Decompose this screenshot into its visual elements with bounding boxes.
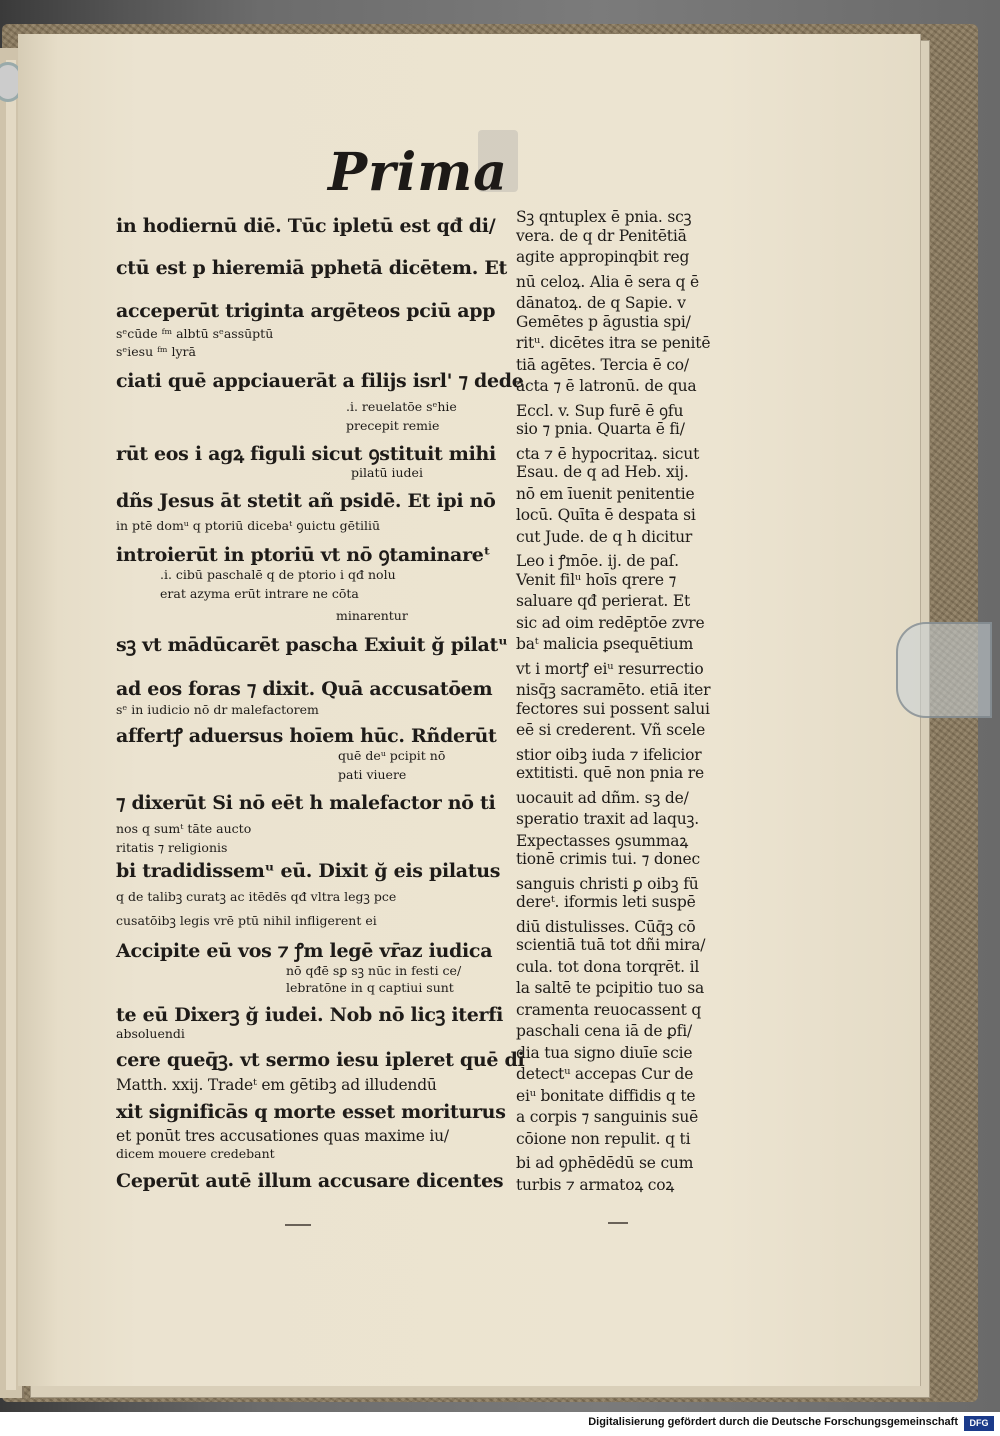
right-text-line: fectores sui possent salui <box>516 699 710 718</box>
right-text-line: cula. tot dona torqrēt. il <box>516 957 700 976</box>
right-text-line: dereᵗ. iformis leti suspē <box>516 893 696 911</box>
left-text-line: te eū Dixerꝫ ğ iudei. Nob nō licꝫ iterfi <box>116 1004 504 1026</box>
left-text-line: cusatōibꝫ legis vrē ptū nihil infligerent ei <box>116 913 377 928</box>
right-text-line: a corpis ⁊ sanguinis suē <box>516 1108 699 1126</box>
right-text-line: tiā agētes. Tercia ē co/ <box>516 355 689 374</box>
page-dash-mark <box>285 1224 311 1226</box>
left-text-line: erat azyma erūt intrare ne cōta <box>160 586 359 601</box>
right-text-line: Eccl. v. Sup furē ē ꝯfu <box>516 401 684 420</box>
left-text-line: absoluendi <box>116 1026 185 1041</box>
right-text-line: vt i mortꝭ eiᵘ resurrectio <box>516 659 704 678</box>
right-text-line: extitisti. quē non pnia re <box>516 764 704 782</box>
right-text-line: la saltē te pcipitio tuo sa <box>516 979 705 997</box>
right-text-line: uocauit ad dñm. sꝫ de/ <box>516 788 689 807</box>
left-text-line: sᵉiesu ᶠᵐ lyrā <box>116 344 196 359</box>
left-text-line: introierūt in ptoriū vt nō ꝯtaminareᵗ <box>116 544 491 566</box>
left-text-line: dicem mouere credebant <box>116 1146 275 1161</box>
right-text-line: diū distulisses. Cūq̄ꝫ cō <box>516 917 696 936</box>
left-text-line: xit significās q morte esset moriturus <box>116 1101 506 1123</box>
left-text-line: Matth. xxij. Tradeᵗ em gētibꝫ ad illudendū <box>116 1076 437 1094</box>
left-text-line: .i. cibū paschalē q de ptorio i qđ nolu <box>160 567 396 582</box>
left-text-line: cere queq̄ꝫ. vt sermo iesu ipleret quē di <box>116 1049 525 1071</box>
funding-note: Digitalisierung gefördert durch die Deutsche Forschungsgemeinschaft <box>588 1416 958 1428</box>
right-text-line: scientiā tuā tot dñi mira/ <box>516 936 706 954</box>
left-text-line: Ceperūt autē illum accusare dicentes <box>116 1170 504 1192</box>
right-text-line: Sꝫ qntuplex ē pnia. scꝫ <box>516 208 692 226</box>
left-text-line: precepit remie <box>346 418 440 433</box>
left-text-line: affertꝭ aduersus hoīem hūc. Rñderūt <box>116 725 497 747</box>
left-text-line: pilatū iudei <box>351 465 423 480</box>
right-text-line: turbis ⁊ armatoꝝ coꝝ <box>516 1175 675 1194</box>
right-text-line: paschali cena iā de ꝑfi/ <box>516 1022 692 1040</box>
right-text-line: dia tua signo diuīe scie <box>516 1043 693 1062</box>
left-text-line: Accipite eū vos ⁊ ꝭm legē vr̄az iudica <box>116 940 493 962</box>
right-text-line: saluare qđ perierat. Et <box>516 592 690 610</box>
left-text-line: ciati quē appciauerāt a filijs isrl' ⁊ dede <box>116 370 524 392</box>
left-text-line: et ponūt tres accusationes quas maxime iu/ <box>116 1127 449 1145</box>
right-text-line: cōione non repulit. q ti <box>516 1129 691 1148</box>
right-text-line: tionē crimis tui. ⁊ donec <box>516 850 700 868</box>
right-text-line: agite appropinqbit reg <box>516 248 690 266</box>
right-text-line: Gemētes p āgustia spi/ <box>516 312 691 331</box>
right-text-line: baᵗ malicia ꝑsequētium <box>516 635 694 653</box>
right-text-line: bi ad ꝯphēdēdū se cum <box>516 1154 694 1172</box>
right-text-line: cramenta reuocassent q <box>516 1000 702 1019</box>
right-text-line: eiᵘ bonitate diffidis q te <box>516 1086 696 1105</box>
left-text-line: minarentur <box>336 608 408 623</box>
page-title: Prima <box>328 142 508 203</box>
right-text-line: Venit filᵘ hoīs qrere ⁊ <box>516 570 677 589</box>
right-text-line: sic ad oim redēptōe zvre <box>516 613 705 632</box>
left-text-line: ctū est p hieremiā pphetā dicētem. Et <box>116 257 508 279</box>
left-text-line: in hodiernū diē. Tūc ipletū est qđ di/ <box>116 215 496 237</box>
left-text-line: ritatis ⁊ religionis <box>116 840 228 855</box>
left-text-line: ⁊ dixerūt Si nō eēt h malefactor nō ti <box>116 792 496 814</box>
right-text-line: cta ⁊ ē hypocritaꝝ. sicut <box>516 444 700 463</box>
left-text-line: rūt eos i agꝝ figuli sicut ꝯstituit mihi <box>116 443 496 465</box>
left-text-line: q de talibꝫ curatꝫ ac itēdēs qđ vltra legꝫ pce <box>116 889 397 904</box>
left-text-line: acceperūt triginta argēteos pciū app <box>116 300 496 322</box>
right-text-line: sio ⁊ pnia. Quarta ē fi/ <box>516 420 685 438</box>
left-text-line: sꝫ vt mādūcarēt pascha Exiuit ğ pilatᵘ <box>116 634 508 656</box>
footer-bar <box>0 1412 1000 1436</box>
right-text-line: vera. de q dr Penitētiā <box>516 226 687 245</box>
right-text-line: eē si crederent. Vñ scele <box>516 721 706 739</box>
right-text-line: nū celoꝝ. Alia ē sera q ē <box>516 272 699 291</box>
right-text-line: sanguis christi ꝑ oibꝫ fū <box>516 874 699 893</box>
left-text-line: lebratōne in q captiui sunt <box>286 980 454 995</box>
right-text-line: acta ⁊ ē latronū. de qua <box>516 377 697 395</box>
left-text-line: in ptē domᵘ q ptoriū dicebaᵗ ꝯuictu gētiliū <box>116 518 381 533</box>
left-text-line: nō qđē sꝑ sꝫ nūc in festi ce/ <box>286 963 462 978</box>
right-text-line: nō em īuenit penitentie <box>516 484 695 503</box>
right-text-line: locū. Quīta ē despata si <box>516 506 696 524</box>
right-text-line: Leo i ꝭmōe. ij. de paſ. <box>516 552 679 570</box>
left-text-line: sᵉ in iudicio nō dr malefactorem <box>116 702 319 717</box>
right-text-line: detectᵘ accepas Cur de <box>516 1065 694 1083</box>
left-text-line: pati viuere <box>338 767 407 782</box>
left-text-line: dñs Jesus āt stetit añ psidē. Et ipi nō <box>116 490 496 512</box>
left-text-line: ad eos foras ⁊ dixit. Quā accusatōem <box>116 678 493 700</box>
dfg-logo: DFG <box>964 1416 994 1431</box>
right-text-line: dānatoꝝ. de q Sapie. v <box>516 294 686 312</box>
page-clip <box>896 622 992 718</box>
page-dash-mark <box>608 1222 628 1224</box>
left-text-line: nos q sumᵗ tāte aucto <box>116 821 252 836</box>
left-text-line: quē deᵘ pcipit nō <box>338 748 446 763</box>
left-text-line: .i. reuelatōe sᵉhie <box>346 399 457 414</box>
left-text-line: bi tradidissemᵘ eū. Dixit ğ eis pilatus <box>116 860 501 882</box>
right-text-line: stior oibꝫ iuda ⁊ ifelicior <box>516 745 702 764</box>
page-edge-inner <box>6 60 16 1390</box>
right-text-line: nisq̄ꝫ sacramēto. etiā iter <box>516 681 711 699</box>
right-text-line: Esau. de q ad Heb. xij. <box>516 463 689 481</box>
right-text-line: cut Jude. de q h dicitur <box>516 527 693 546</box>
right-text-line: Expectasses ꝯsummaꝝ <box>516 831 689 850</box>
right-text-line: speratio traxit ad laquꝫ. <box>516 810 699 828</box>
right-text-line: ritᵘ. dicētes itra se penitē <box>516 334 711 352</box>
left-text-line: sᵉcūde ᶠᵐ albtū sᵉassūptū <box>116 326 274 341</box>
